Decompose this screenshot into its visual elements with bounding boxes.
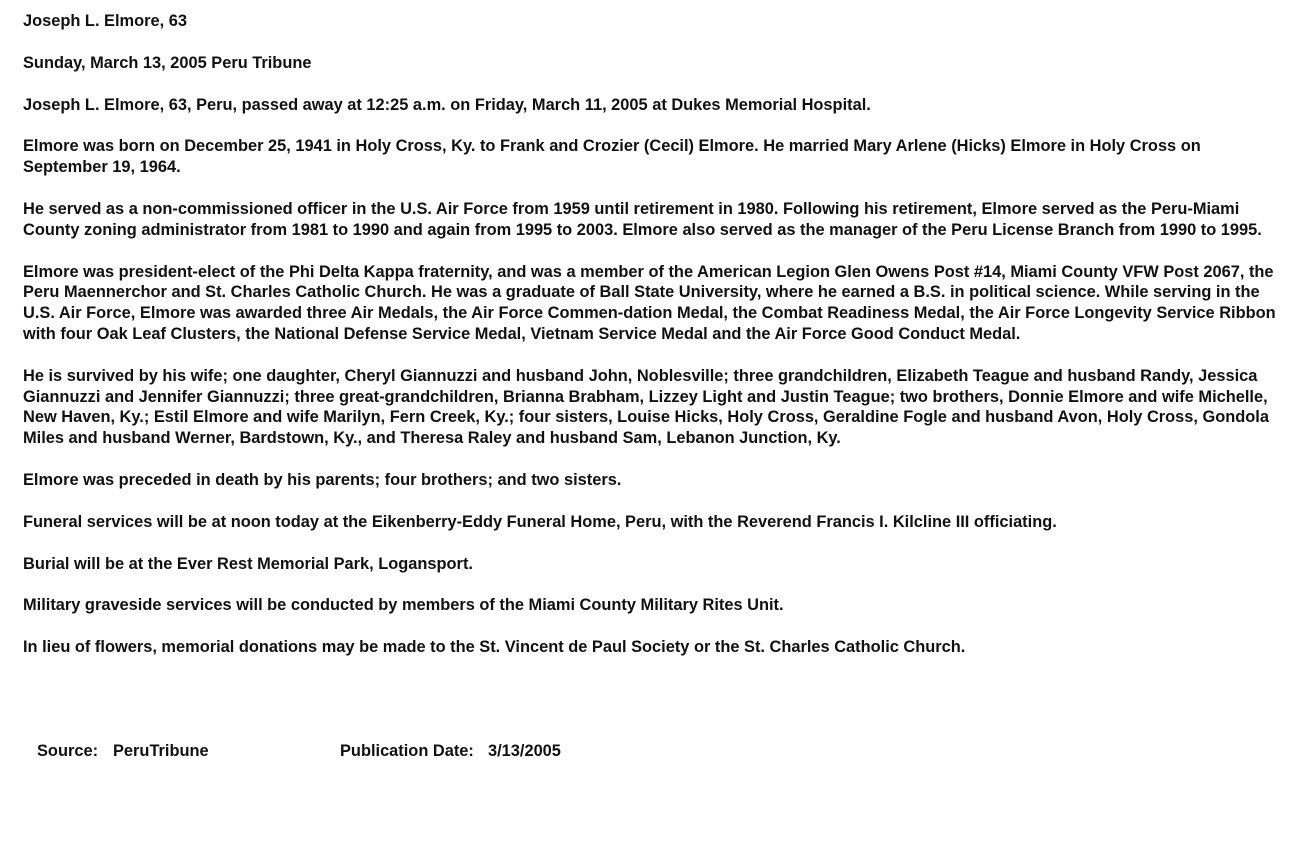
source-label: Source: xyxy=(37,742,99,760)
article-title: Joseph L. Elmore, 63 xyxy=(23,12,187,30)
paragraph-career: He served as a non-commissioned officer in the U.S. Air Force from 1959 until retirement in 1980. Following his retirement, Elmore served as the Peru-Miami County zoning administrator from 1981 to 1990 and again from 1995 to 2003. Elmore also served as the manager of the Peru License Branch from 1990 to 1995. xyxy=(23,199,1262,239)
paragraph-military-services: Military graveside services will be conducted by members of the Miami County Military Rites Unit. xyxy=(23,596,784,615)
paragraph-survivors: He is survived by his wife; one daughter, Cheryl Giannuzzi and husband John, Noblesville; three grandchildren, Elizabeth Teague and husband Randy, Jessica Giannuzzi and Jennifer Giannuzzi; three great-grandchildren, Brianna Brabham, Lizzey Light and Justin Teague; two brothers, Donnie Elmore and wife Michelle, New Haven, Ky.; Estil Elmore and wife Marilyn, Fern Creek, Ky.; four sisters, Louise Hicks, Holy Cross, Geraldine Fogle and husband Avon, Holy Cross, Gondola Miles and husband Werner, Bardstown, Ky., and Theresa Raley and husband Sam, Lebanon Junction, Ky. xyxy=(23,366,1269,448)
paragraph-memorial-donations: In lieu of flowers, memorial donations may be made to the St. Vincent de Paul Society or the St. Charles Catholic Church. xyxy=(23,638,966,657)
source-footer xyxy=(37,741,561,841)
paragraph-burial: Burial will be at the Ever Rest Memorial Park, Logansport. xyxy=(23,554,473,573)
publication-date-label: Publication Date: xyxy=(340,742,474,760)
paragraph-preceded-in-death: Elmore was preceded in death by his parents; four brothers; and two sisters. xyxy=(23,470,622,489)
paragraph-birth-marriage: Elmore was born on December 25, 1941 in Holy Cross, Ky. to Frank and Crozier (Cecil) Elmore. He married Mary Arlene (Hicks) Elmore in Holy Cross on September 19, 1964. xyxy=(23,137,1201,177)
obituary-document xyxy=(23,11,1278,679)
source-value: PeruTribune xyxy=(113,742,209,760)
paragraph-memberships-honors: Elmore was president-elect of the Phi Delta Kappa fraternity, and was a member of the American Legion Glen Owens Post #14, Miami County VFW Post 2067, the Peru Maennerchor and St. Charles Catholic Church. He was a graduate of Ball State University, where he earned a B.S. in political science. While serving in the U.S. Air Force, Elmore was awarded three Air Medals, the Air Force Commen-dation Medal, the Combat Readiness Medal, the Air Force Longevity Service Ribbon with four Oak Leaf Clusters, the National Defense Service Medal, Vietnam Service Medal and the Air Force Good Conduct Medal. xyxy=(23,262,1276,343)
publication-date-value: 3/13/2005 xyxy=(488,742,561,760)
article-dateline: Sunday, March 13, 2005 Peru Tribune xyxy=(23,53,312,72)
paragraph-death-notice: Joseph L. Elmore, 63, Peru, passed away at 12:25 a.m. on Friday, March 11, 2005 at Dukes Memorial Hospital. xyxy=(23,95,871,114)
paragraph-funeral-services: Funeral services will be at noon today at the Eikenberry-Eddy Funeral Home, Peru, with the Reverend Francis I. Kilcline III officiating. xyxy=(23,512,1057,531)
